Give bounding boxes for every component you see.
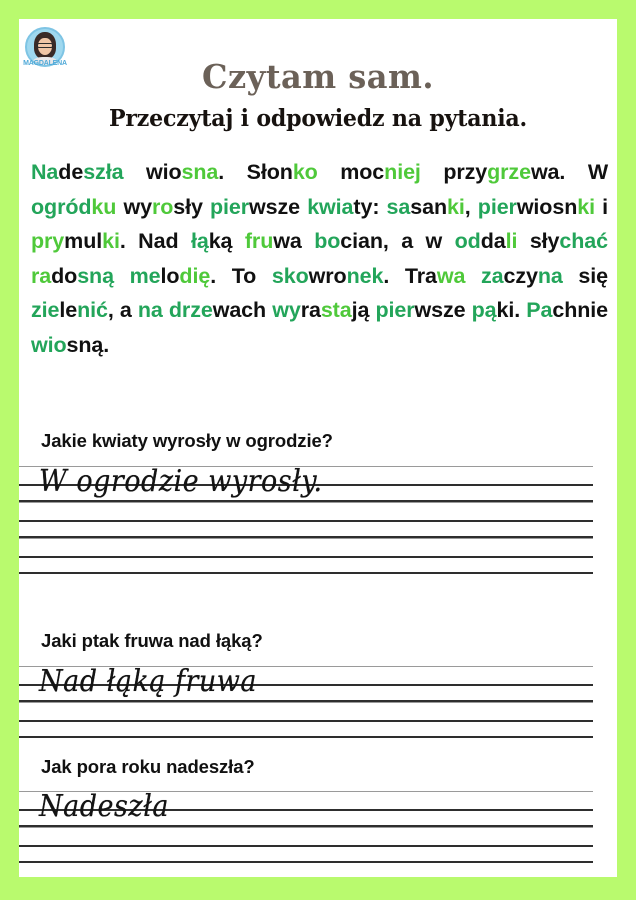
passage-syllable: ko bbox=[292, 160, 318, 184]
passage-syllable: nek bbox=[346, 263, 384, 288]
passage-syllable: wsze bbox=[414, 298, 472, 322]
passage-syllable: wa bbox=[273, 229, 315, 253]
guide-line-baseline bbox=[19, 736, 593, 738]
passage-syllable: lo bbox=[160, 263, 180, 288]
passage-syllable: ją bbox=[351, 298, 376, 322]
guide-line-baseline bbox=[19, 572, 593, 574]
passage-syllable: sko bbox=[271, 263, 309, 288]
passage-syllable: fru bbox=[244, 229, 274, 253]
teacher-avatar-logo bbox=[22, 27, 68, 75]
passage-syllable: wiosn bbox=[516, 194, 578, 219]
passage-syllable: szła bbox=[83, 160, 124, 184]
passage-syllable: dię bbox=[179, 263, 211, 288]
passage-syllable: de bbox=[58, 160, 84, 184]
writing-line-group[interactable] bbox=[19, 827, 593, 863]
passage-syllable: sną bbox=[77, 263, 114, 288]
guide-line-thin bbox=[19, 702, 593, 703]
writing-line-group[interactable] bbox=[19, 702, 593, 738]
guide-line-baseline bbox=[19, 861, 593, 863]
passage-syllable: za bbox=[480, 263, 504, 288]
reading-passage bbox=[31, 155, 608, 362]
passage-syllable: ro bbox=[151, 194, 174, 219]
passage-syllable: na bbox=[537, 263, 563, 288]
passage-syllable: , bbox=[464, 194, 478, 219]
passage-syllable: ra bbox=[300, 298, 321, 322]
passage-syllable: przy bbox=[420, 160, 488, 184]
passage-syllable: ki. bbox=[496, 298, 527, 322]
passage-syllable: sły bbox=[517, 229, 560, 253]
passage-syllable: Pa bbox=[526, 298, 553, 322]
passage-syllable: pier bbox=[375, 298, 415, 322]
passage-syllable: le bbox=[59, 298, 78, 322]
passage-syllable: sta bbox=[320, 298, 352, 322]
passage-syllable bbox=[114, 264, 130, 288]
passage-syllable: pą bbox=[471, 298, 497, 322]
passage-syllable: mul bbox=[64, 229, 103, 253]
worksheet-sheet bbox=[19, 19, 617, 877]
passage-syllable: niej bbox=[384, 160, 421, 184]
passage-syllable: . Słon bbox=[218, 160, 293, 184]
passage-syllable: bo bbox=[314, 229, 341, 253]
passage-syllable: wy bbox=[272, 298, 301, 322]
passage-syllable: san bbox=[410, 194, 448, 219]
passage-syllable: ra bbox=[31, 263, 52, 288]
passage-syllable: drze bbox=[168, 298, 213, 322]
writing-line-group[interactable] bbox=[19, 538, 593, 574]
passage-syllable: chać bbox=[559, 229, 609, 253]
passage-syllable: ku bbox=[91, 194, 117, 219]
question-label-1: Jakie kwiaty wyrosły w ogrodzie? bbox=[41, 430, 333, 451]
passage-syllable: się bbox=[562, 263, 609, 288]
passage-syllable: łą bbox=[190, 229, 209, 253]
passage-syllable: do bbox=[51, 263, 78, 288]
passage-syllable: wach bbox=[212, 298, 273, 322]
guide-line-thick bbox=[19, 556, 593, 558]
passage-syllable: ty: bbox=[353, 194, 387, 219]
guide-line-thick bbox=[19, 720, 593, 722]
passage-syllable: od bbox=[454, 229, 481, 253]
passage-syllable: pier bbox=[210, 194, 250, 219]
page-title: Czytam sam. bbox=[202, 57, 434, 96]
passage-syllable: sna bbox=[181, 160, 219, 184]
passage-syllable: li bbox=[505, 229, 518, 253]
passage-syllable: ką bbox=[208, 229, 245, 253]
handwritten-answer-1: W ogrodzie wyrosły. bbox=[39, 464, 323, 499]
passage-syllable: wy bbox=[116, 194, 152, 219]
passage-syllable: moc bbox=[317, 160, 385, 184]
passage-syllable: chnie bbox=[552, 298, 608, 322]
passage-syllable: . Tra bbox=[383, 263, 437, 288]
logo-caption: MAGDALENA bbox=[23, 59, 67, 68]
passage-syllable: W bbox=[587, 160, 609, 184]
handwritten-answer-2: Nad łąką fruwa bbox=[39, 664, 257, 699]
passage-syllable: . Nad bbox=[119, 229, 191, 253]
passage-syllable: ki bbox=[102, 229, 120, 253]
passage-syllable: a w bbox=[401, 229, 455, 253]
page-subtitle: Przeczytaj i odpowiedz na pytania. bbox=[108, 105, 528, 132]
writing-line-group[interactable] bbox=[19, 502, 593, 538]
guide-line-thin bbox=[19, 502, 593, 503]
guide-line-thin bbox=[19, 538, 593, 539]
passage-syllable: na bbox=[137, 298, 163, 322]
passage-syllable bbox=[465, 264, 481, 288]
passage-syllable: sły bbox=[173, 194, 210, 219]
passage-syllable: grze bbox=[487, 160, 531, 184]
guide-line-thin bbox=[19, 827, 593, 828]
question-label-2: Jaki ptak fruwa nad łąką? bbox=[41, 630, 263, 651]
passage-syllable: wa. bbox=[530, 160, 588, 184]
passage-syllable: wio bbox=[31, 332, 67, 357]
passage-syllable: sną. bbox=[66, 332, 110, 357]
passage-syllable: ogród bbox=[31, 194, 92, 219]
passage-syllable: zie bbox=[31, 298, 60, 322]
passage-syllable: nić bbox=[77, 298, 108, 322]
passage-syllable: Na bbox=[31, 160, 59, 184]
passage-syllable: pry bbox=[31, 229, 65, 253]
passage-syllable: cian, bbox=[340, 229, 402, 253]
passage-syllable: wsze bbox=[249, 194, 308, 219]
passage-syllable: ki bbox=[447, 194, 465, 219]
guide-line-thick bbox=[19, 520, 593, 522]
passage-syllable: kwia bbox=[307, 194, 354, 219]
glasses-icon bbox=[37, 43, 53, 48]
passage-syllable: czy bbox=[503, 263, 538, 288]
passage-syllable: da bbox=[480, 229, 506, 253]
handwritten-answer-3: Nadeszła bbox=[39, 789, 169, 824]
passage-syllable: i bbox=[594, 194, 608, 219]
passage-syllable: ki bbox=[577, 194, 595, 219]
passage-syllable: wio bbox=[123, 160, 182, 184]
question-label-3: Jak pora roku nadeszła? bbox=[41, 756, 255, 777]
passage-syllable: wa bbox=[436, 263, 466, 288]
passage-syllable: , a bbox=[107, 298, 138, 322]
passage-syllable: wro bbox=[308, 263, 347, 288]
passage-syllable: sa bbox=[386, 194, 411, 219]
passage-syllable: me bbox=[129, 263, 161, 288]
passage-syllable: . To bbox=[210, 263, 272, 288]
guide-line-thick bbox=[19, 845, 593, 847]
passage-syllable: pier bbox=[477, 194, 517, 219]
